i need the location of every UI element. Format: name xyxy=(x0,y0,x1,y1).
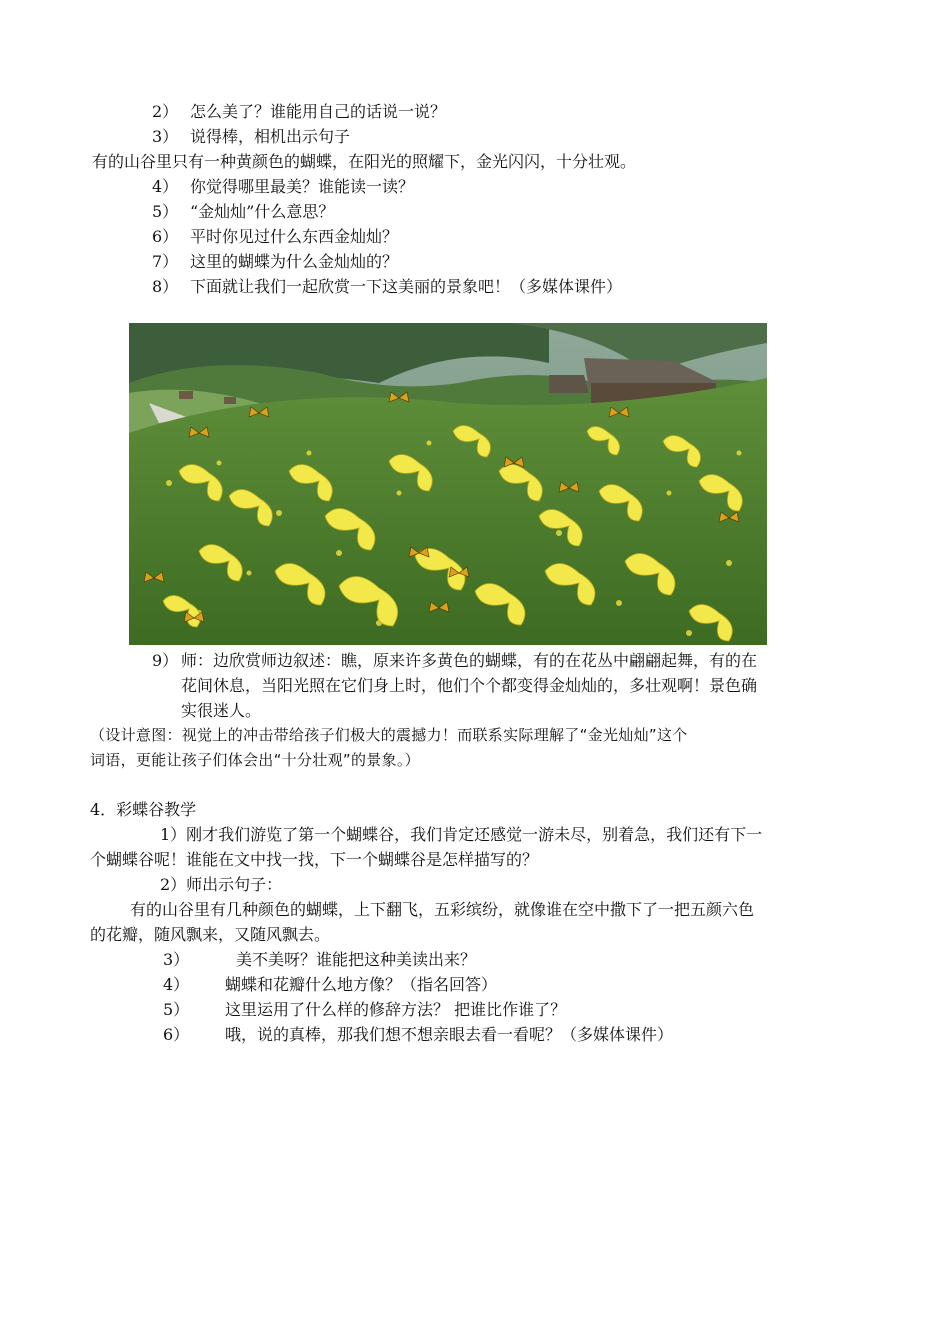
list-item: 7） 这里的蝴蝶为什么金灿灿的？ xyxy=(152,252,399,271)
design-note: （设计意图：视觉上的冲击带给孩子们极大的震撼力！而联系实际理解了“金光灿灿”这个 xyxy=(90,726,688,744)
list-item-continued: 实很迷人。 xyxy=(181,701,262,720)
list-item: 3） 说得棒，相机出示句子 xyxy=(152,127,351,146)
list-item: 5） 这里运用了什么样的修辞方法？ 把谁比作谁了？ xyxy=(163,1000,567,1019)
list-item: 9） 师：边欣赏师边叙述：瞧，原来许多黄色的蝴蝶，有的在花丛中翩翩起舞，有的在 xyxy=(152,651,758,670)
list-item: 4） 蝴蝶和花瓣什么地方像？（指名回答） xyxy=(163,975,498,994)
quoted-sentence: 的花瓣，随风飘来，又随风飘去。 xyxy=(90,925,331,944)
design-note: 词语，更能让孩子们体会出“十分壮观”的景象。） xyxy=(90,751,420,769)
list-item: 2） 怎么美了？谁能用自己的话说一说？ xyxy=(152,102,447,121)
section-heading: 4．彩蝶谷教学 xyxy=(90,800,197,819)
quoted-sentence: 有的山谷里有几种颜色的蝴蝶，上下翻飞，五彩缤纷，就像谁在空中撒下了一把五颜六色 xyxy=(130,900,755,919)
example-sentence: 有的山谷里只有一种黄颜色的蝴蝶，在阳光的照耀下，金光闪闪，十分壮观。 xyxy=(92,152,637,171)
list-item: 6） 哦，说的真棒，那我们想不想亲眼去看一看呢？（多媒体课件） xyxy=(163,1025,674,1044)
paragraph: 1）刚才我们游览了第一个蝴蝶谷，我们肯定还感觉一游未尽，别着急，我们还有下一 xyxy=(160,825,763,844)
list-item: 4） 你觉得哪里最美？谁能读一读？ xyxy=(152,177,415,196)
paragraph: 2）师出示句子： xyxy=(160,875,283,894)
list-item-continued: 花间休息，当阳光照在它们身上时，他们个个都变得金灿灿的，多壮观啊！景色确 xyxy=(181,676,758,695)
list-item: 6） 平时你见过什么东西金灿灿？ xyxy=(152,227,399,246)
butterfly-valley-photo-icon xyxy=(129,323,767,645)
list-item: 3） 美不美呀？谁能把这种美读出来？ xyxy=(163,950,477,969)
list-item: 5） “金灿灿”什么意思？ xyxy=(152,202,335,221)
list-item: 8） 下面就让我们一起欣赏一下这美丽的景象吧！（多媒体课件） xyxy=(152,277,623,296)
paragraph: 个蝴蝶谷呢！谁能在文中找一找，下一个蝴蝶谷是怎样描写的？ xyxy=(90,850,539,869)
butterfly-valley-photo xyxy=(129,323,767,645)
